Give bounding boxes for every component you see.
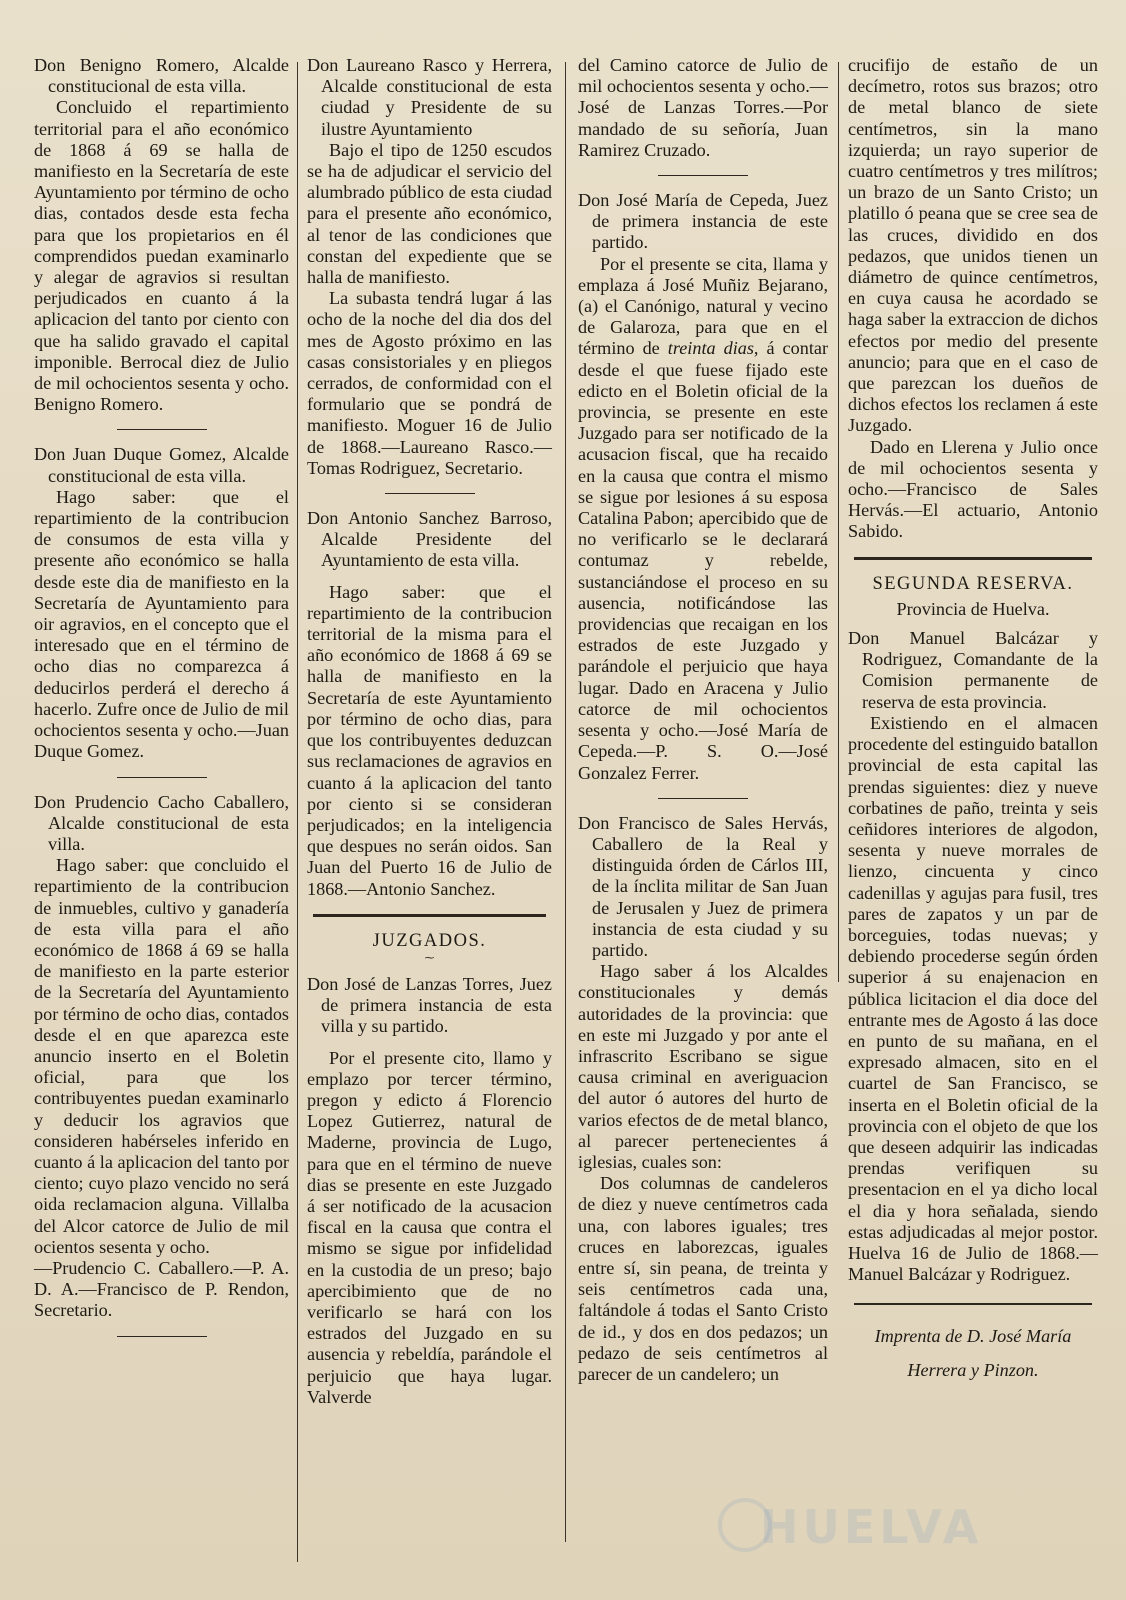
notice-heading: Don Juan Duque Gomez, Alcalde constitucional de esta villa.: [34, 444, 289, 486]
notice-body: Hago saber: que el repartimiento de la contribucion de consumos de esta villa y presente año económico se halla desde este dia de manifiesto en la Secretaría de Ayuntamiento para oir agravios, en el concepto que el interesado que en el término de ocho dias no comparezca á deducirlos perderá el derecho á hacerlo. Zufre once de Julio de mil ochocientos sesenta y ocho.—Juan Duque Gomez.: [34, 486, 289, 762]
section-rule: [854, 557, 1092, 560]
notice-text: Por el presente se cita, llama y emplaza á José Muñiz Bejarano, (a) el Canónigo, natural y vecino de Galaroza, para que en el término de: [578, 253, 828, 359]
notice-manuel-balcazar: [848, 628, 1098, 1285]
section-title-segunda-reserva: SEGUNDA RESERVA.: [872, 573, 1074, 594]
separator: [117, 777, 207, 778]
separator: [117, 429, 207, 430]
notice-continuation: [578, 55, 828, 161]
notice-juan-duque: [34, 444, 289, 762]
separator: [117, 1336, 207, 1337]
notice-benigno-romero: [34, 55, 289, 415]
watermark: HUELVA: [760, 1500, 983, 1554]
section-rule: [313, 914, 546, 917]
notice-signature: —Prudencio C. Caballero.—P. A. D. A.—Francisco de P. Rendon, Secretario.: [34, 1257, 289, 1321]
imprint-rule: [854, 1303, 1092, 1305]
separator: [385, 493, 475, 494]
notice-heading: Don Benigno Romero, Alcalde constitucional de esta villa.: [34, 55, 289, 97]
column-2: [307, 55, 552, 1418]
column-1: [34, 55, 289, 1351]
notice-body: Concluido el repartimiento territorial para el año económico de 1868 á 69 se halla de manifiesto en la Secretaría de este Ayuntamiento por término de ocho dias, contados desde esta fecha para que los propietarios en él comprendidos puedan examinarlo y alegar de agravios si resultan perjudicados en cuanto á la aplicacion del tanto por ciento con que ha salido gravado el capital imponible. Berrocal diez de Julio de mil ochocientos sesenta y ocho. Benigno Romero.: [34, 97, 289, 415]
notice-jose-lanzas: [307, 974, 552, 1408]
notice-heading: Don Antonio Sanchez Barroso, Alcalde Presidente del Ayuntamiento de esta villa.: [307, 508, 552, 571]
notice-antonio-sanchez: [307, 508, 552, 900]
notice-body: [578, 254, 828, 784]
notice-laureano-rasco: [307, 55, 552, 479]
notice-body: La subasta tendrá lugar á las ocho de la noche del dia dos del mes de Agosto próximo en las casas consistoriales y en pliegos cerrados, de conformidad con el formulario que se pondrá de manifiesto. Moguer 16 de Julio de 1868.—Laureano Rasco.—Tomas Rodriguez, Secretario.: [307, 288, 552, 478]
notice-heading: Don Francisco de Sales Hervás, Caballero de la Real y distinguida órden de Cárlos III, de la ínclita militar de San Juan de Jerusalen y Juez de primera instancia de esta ciudad y su partido.: [578, 812, 828, 960]
imprint-line: Herrera y Pinzon.: [907, 1360, 1039, 1381]
notice-heading: Don José de Lanzas Torres, Juez de primera instancia de esta villa y su partido.: [307, 973, 552, 1037]
notice-heading: Don José María de Cepeda, Juez de primera instancia de este partido.: [578, 190, 828, 253]
separator: [658, 798, 748, 799]
notice-body: del Camino catorce de Julio de mil ochocientos sesenta y ocho.—José de Lanzas Torres.—Por mandado de su señoría, Juan Ramirez Cruzado.: [578, 55, 828, 160]
notice-body: Existiendo en el almacen procedente del estinguido batallon provincial de esta capital las prendas siguientes: diez y nueve corbatines de paño, treinta y seis ceñidores interiores de algodon, sesenta y nueve morrales de lienzo, cincuenta y cinco cadenillas y agujas para fusil, tres pares de zapatos y un par de borceguies, todas nuevas; y debiendo procederse según órden superior á su enajenacion en pública licitacion el dia doce del entrante mes de Agosto á las doce en punto de su mañana, en el expresado almacen, sito en el cuartel de San Francisco, se inserta en el Boletin oficial de la provincia con el objeto de que los que deseen adquirir las indicadas prendas verifiquen su presentacion en el ya dicho local el dia y hora señalada, siendo estas adjudicadas al mejor postor. Huelva 16 de Julio de 1868.—Manuel Balcázar y Rodriguez.: [848, 712, 1098, 1285]
column-rule: [565, 62, 566, 1542]
notice-continuation: [848, 55, 1098, 543]
imprint: [848, 1319, 1098, 1387]
notice-emphasis: treinta dias: [667, 338, 754, 359]
separator: [658, 175, 748, 176]
notice-body: crucifijo de estaño de un decímetro, rotos sus brazos; otro de metal blanco de siete centímetros, sin la mano izquierda; un rayo superior de cuatro centímetros y tres milítros; un brazo de un Santo Cristo; un platillo ó peana que se cree sea de las cruces, dividido en dos pedazos, que unidos tienen un diámetro de quince centímetros, en cuya causa he acordado se haga saber la extraccion de dichos efectos por medio del presente anuncio; para que en el caso de que parezcan los dueños de dichos efectos los reclamen á este Juzgado.: [848, 55, 1098, 436]
ornament-icon: ⁓: [424, 952, 435, 964]
section-subtitle: Provincia de Huelva.: [896, 598, 1050, 619]
notice-jose-cepeda: [578, 190, 828, 784]
imprint-line: Imprenta de D. José María: [874, 1326, 1072, 1347]
notice-heading: Don Laureano Rasco y Herrera, Alcalde constitucional de esta ciudad y Presidente de su ilustre Ayuntamiento: [307, 55, 552, 139]
notice-body: Dado en Llerena y Julio once de mil ochocientos sesenta y ocho.—Francisco de Sales Hervás.—El actuario, Antonio Sabido.: [848, 436, 1098, 542]
column-3: [578, 55, 828, 1395]
notice-body: Dos columnas de candeleros de diez y nueve centímetros cada una, con labores iguales; tres cruces en laborezcas, iguales entre sí, sin peana, de treinta y seis centímetros cada una, faltándole á todas el Santo Cristo de id., y dos en dos pedazos; un pedazo de seis centímetros al parecer de un candelero; un: [578, 1173, 828, 1384]
notice-heading: Don Manuel Balcázar y Rodriguez, Comandante de la Comision permanente de reserva de esta provincia.: [848, 628, 1098, 712]
notice-body: Bajo el tipo de 1250 escudos se ha de adjudicar el servicio del alumbrado público de esta ciudad para el presente año económico, al tenor de las condiciones que constan del expediente que se halla de manifiesto.: [307, 139, 552, 288]
column-4: [848, 55, 1098, 1406]
notice-prudencio-cacho: [34, 792, 289, 1322]
notice-body: Hago saber: que concluido el repartimiento de la contribucion de inmuebles, cultivo y ganadería de esta villa para el año económico de 1868 á 69 se halla de manifiesto en la parte esterior de la Secretaría del Ayuntamiento por término de ocho dias, contados desde el en que aparezca este anuncio inserto en el Boletin oficial, para que los contribuyentes puedan examinarlo y deducir los agravios que consideren habérseles inferido en cuanto á la aplicacion del tanto por ciento; cuyo plazo vencido no será oida reclamacion alguna. Villalba del Alcor catorce de Julio de mil ocientos sesenta y ocho.: [34, 855, 289, 1257]
column-rule: [297, 62, 298, 1562]
section-title-juzgados: JUZGADOS.: [372, 930, 487, 951]
notice-text: , á contar desde el que fuese fijado este edicto en el Boletin oficial de la provincia, se presente en este Juzgado para ser notificado de la acusacion fiscal, que ha recaido en la causa que contra el mismo se sigue por lesiones á su esposa Catalina Pabon; apercibido que de no verificarlo se le declarará contumaz y rebelde, sustanciándose el proceso en su ausencia, notificándose las providencias que recaigan en los estrados de este Juzgado y parándole el perjuicio que haya lugar. Dado en Aracena y Julio catorce de mil ochocientos sesenta y ocho.—José María de Cepeda.—P. S. O.—José Gonzalez Ferrer.: [578, 338, 829, 783]
notice-body: Por el presente cito, llamo y emplazo por tercer término, pregon y edicto á Florencio Lopez Gutierrez, natural de Maderne, provincia de Lugo, para que en el término de nueve dias se presente en este Juzgado á ser notificado de la acusacion fiscal en la causa que contra el mismo se sigue por infidelidad en la custodia de un preso; bajo apercibimiento que de no verificarlo se hará con los estrados del Juzgado en su ausencia y rebeldía, parándole el perjuicio que haya lugar. Valverde: [307, 1047, 552, 1407]
notice-body: Hago saber: que el repartimiento de la contribucion territorial de la misma para el año económico de 1868 á 69 se halla de manifiesto en la Secretaría de este Ayuntamiento por término de ocho dias, para que los contribuyentes deduzcan sus reclamaciones de agravios en cuanto á la aplicacion del tanto por ciento si se consideran perjudicados; en la inteligencia que despues no serán oidos. San Juan del Puerto 16 de Julio de 1868.—Antonio Sanchez.: [307, 581, 552, 899]
column-rule: [838, 62, 839, 982]
notice-body: Hago saber á los Alcaldes constitucionales y demás autoridades de la provincia: que en este mi Juzgado y por ante el infrascrito Escribano se sigue causa criminal en averiguacion del autor ó autores del hurto de varios efectos de de metal blanco, al parecer pertenecientes á iglesias, cuales son:: [578, 961, 828, 1172]
notice-heading: Don Prudencio Cacho Caballero, Alcalde constitucional de esta villa.: [34, 791, 289, 854]
notice-francisco-sales: [578, 813, 828, 1385]
